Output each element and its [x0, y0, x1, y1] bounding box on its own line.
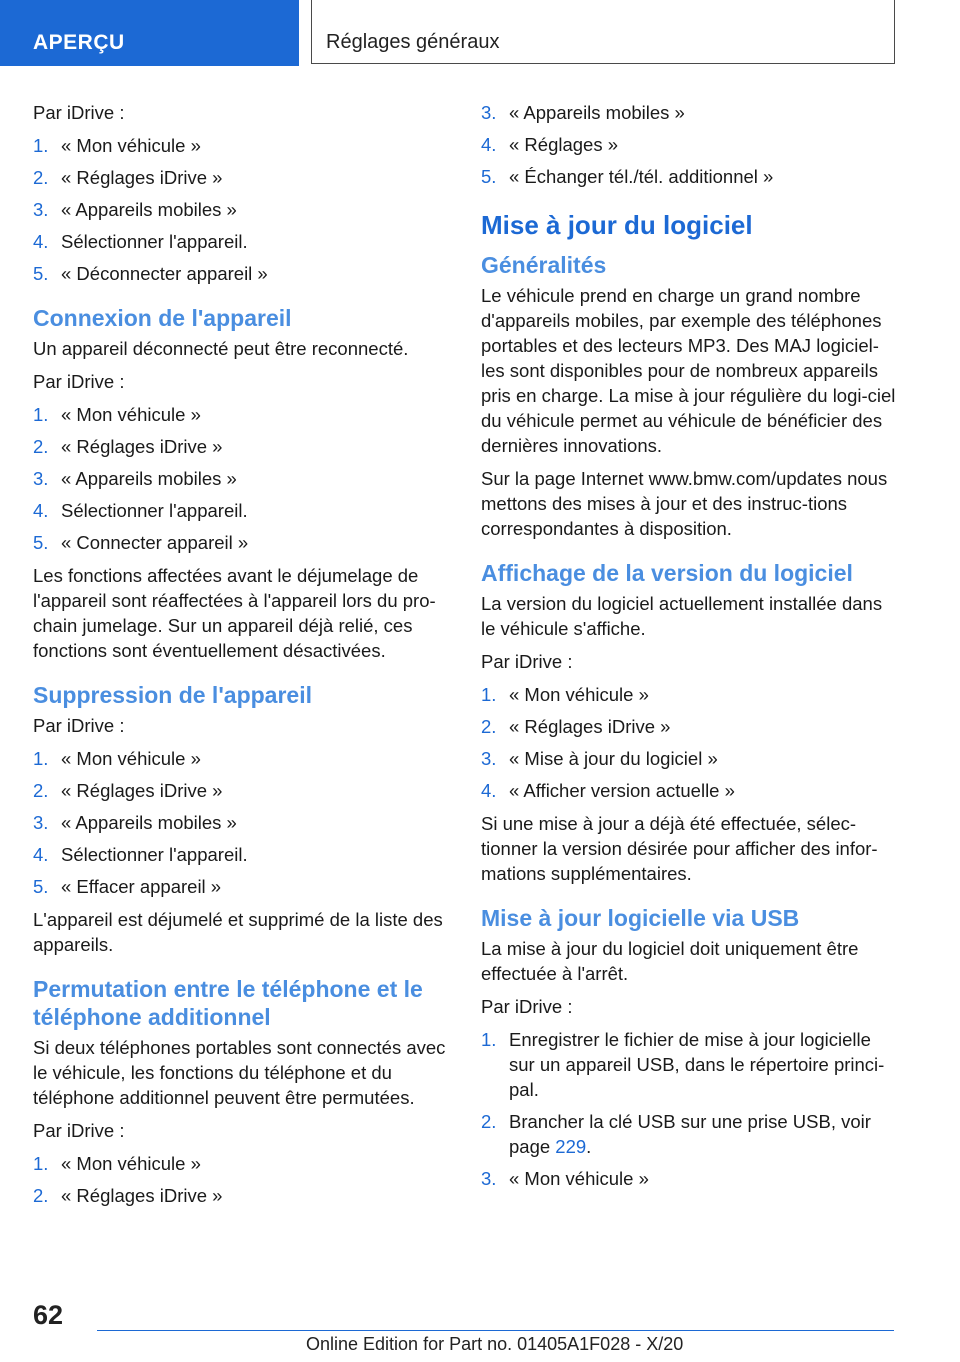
paragraph: La mise à jour du logiciel doit uniquement être effectuée à l'arrêt.: [481, 938, 859, 984]
list-item: 1. « Mon véhicule »: [33, 404, 201, 425]
list-item: 3. « Mise à jour du logiciel »: [481, 748, 718, 769]
list-item: 5. « Connecter appareil »: [33, 532, 249, 553]
paragraph: Par iDrive :: [481, 651, 573, 672]
heading-general: Généralités: [481, 252, 607, 278]
usb-steps: [481, 1027, 901, 1191]
switch-steps: [33, 1151, 453, 1208]
page-link[interactable]: 229: [555, 1136, 587, 1157]
heading-switch: Permutation entre le téléphone et le téléphone additionnel: [33, 976, 423, 1030]
intro-text: Par iDrive :: [33, 102, 125, 123]
list-item: 3. « Appareils mobiles »: [33, 812, 237, 833]
list-item: 3. « Appareils mobiles »: [33, 468, 237, 489]
paragraph: L'appareil est déjumelé et supprimé de la liste des appareils.: [33, 909, 443, 955]
paragraph: La version du logiciel actuellement installée dans le véhicule s'affiche.: [481, 593, 883, 639]
list-item: 5. « Déconnecter appareil »: [33, 263, 268, 284]
list-item: 2. Brancher la clé USB sur une prise USB, voir page 229.: [481, 1111, 871, 1157]
heading-software-update: Mise à jour du logiciel: [481, 210, 753, 240]
heading-connect: Connexion de l'appareil: [33, 305, 292, 331]
list-item: 3. « Mon véhicule »: [481, 1168, 649, 1189]
footer-divider: [97, 1330, 894, 1331]
paragraph: Les fonctions affectées avant le déjumelage de l'appareil sont réaffectées à l'appareil lors du pro-chain jumelage. Sur un appareil déjà relié, ces fonctions sont éventuellement désactivées.: [33, 565, 436, 661]
connect-steps: [33, 402, 453, 555]
paragraph: Par iDrive :: [33, 1120, 125, 1141]
list-item: 1. « Mon véhicule »: [33, 135, 201, 156]
delete-steps: [33, 746, 453, 899]
page-number: 62: [33, 1300, 64, 1330]
heading-delete: Suppression de l'appareil: [33, 682, 312, 708]
paragraph: Sur la page Internet www.bmw.com/updates nous mettons des mises à jour et des instruc-tions correspondantes à disposition.: [481, 468, 888, 539]
list-item: 1. « Mon véhicule »: [481, 684, 649, 705]
list-item: 1. « Mon véhicule »: [33, 748, 201, 769]
list-item: 5. « Effacer appareil »: [33, 876, 222, 897]
paragraph: Si une mise à jour a déjà été effectuée, sélec-tionner la version désirée pour afficher des infor-mations supplémentaires.: [481, 813, 878, 884]
list-item: 1. « Mon véhicule »: [33, 1153, 201, 1174]
list-item: 2. « Réglages iDrive »: [481, 716, 671, 737]
list-item: 4. « Réglages »: [481, 134, 619, 155]
paragraph: Si deux téléphones portables sont connectés avec le véhicule, les fonctions du téléphone et du téléphone additionnel peuvent être permutées.: [33, 1037, 446, 1108]
heading-version: Affichage de la version du logiciel: [481, 560, 853, 586]
heading-usb-update: Mise à jour logicielle via USB: [481, 905, 800, 931]
list-item: 4. Sélectionner l'appareil.: [33, 231, 248, 252]
paragraph: Par iDrive :: [33, 371, 125, 392]
section-title: APERÇU: [33, 31, 125, 54]
list-item: 4. Sélectionner l'appareil.: [33, 500, 248, 521]
list-item: 1. Enregistrer le fichier de mise à jour logicielle sur un appareil USB, dans le répertoire princi-pal.: [481, 1029, 885, 1100]
edition-text: Online Edition for Part no. 01405A1F028 - X/20: [306, 1334, 684, 1354]
version-steps: [481, 682, 901, 803]
list-item: 2. « Réglages iDrive »: [33, 436, 223, 457]
paragraph: Par iDrive :: [481, 996, 573, 1017]
list-item: 2. « Réglages iDrive »: [33, 1185, 223, 1206]
switch-steps-continued: [481, 100, 901, 189]
paragraph: Le véhicule prend en charge un grand nombre d'appareils mobiles, par exemple des téléphones portables et des lecteurs MP3. Des MAJ logiciel-les sont disponibles pour de nombreux appareils pris en charge. La mise à jour régulière du logi-ciel du véhicule permet au véhicule de bénéficier des dernières innovations.: [481, 285, 896, 456]
left-column: [33, 100, 453, 1216]
paragraph: Un appareil déconnecté peut être reconnecté.: [33, 338, 409, 359]
list-item: 2. « Réglages iDrive »: [33, 167, 223, 188]
disconnect-steps: [33, 133, 453, 286]
paragraph: Par iDrive :: [33, 715, 125, 736]
list-item: 4. Sélectionner l'appareil.: [33, 844, 248, 865]
list-item: 5. « Échanger tél./tél. additionnel »: [481, 166, 774, 187]
list-item: 3. « Appareils mobiles »: [481, 102, 685, 123]
list-item: 2. « Réglages iDrive »: [33, 780, 223, 801]
section-tab: [0, 0, 299, 66]
chapter-tab: [311, 0, 895, 64]
list-item: 3. « Appareils mobiles »: [33, 199, 237, 220]
right-column: [481, 100, 901, 1199]
list-item: 4. « Afficher version actuelle »: [481, 780, 735, 801]
chapter-title: Réglages généraux: [326, 31, 500, 53]
